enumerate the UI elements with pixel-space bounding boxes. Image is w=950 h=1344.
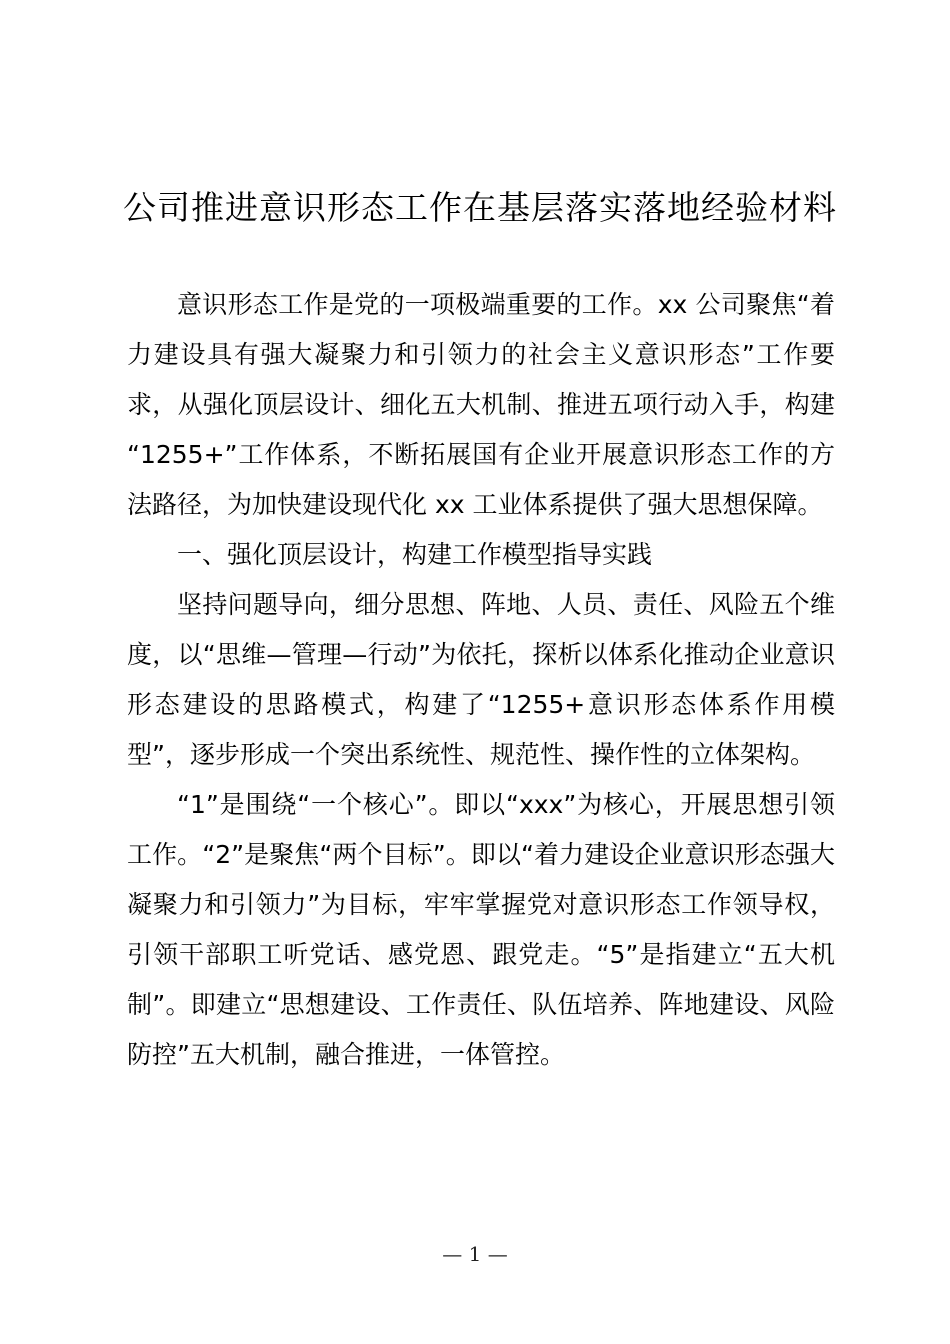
body-paragraph: 坚持问题导向，细分思想、阵地、人员、责任、风险五个维度，以“思维—管理—行动”为依托，探析以体系化推动企业意识形态建设的思路模式，构建了“1255+意识形态体系作用模型”，逐步形成一个突出系统性、规范性、操作性的立体架构。	[127, 590, 835, 769]
document-title: 公司推进意识形态工作在基层落实落地经验材料	[123, 188, 837, 227]
section-heading: 一、强化顶层设计，构建工作模型指导实践	[177, 540, 653, 569]
page-number: — 1 —	[442, 1242, 508, 1266]
document-body	[127, 280, 835, 1080]
intro-paragraph: 意识形态工作是党的一项极端重要的工作。xx 公司聚焦“着力建设具有强大凝聚力和引领力的社会主义意识形态”工作要求，从强化顶层设计、细化五大机制、推进五项行动入手，构建 “1255+”工作体系，不断拓展国有企业开展意识形态工作的方法路径，为加快建设现代化 xx 工业体系提供了强大思想保障。	[127, 290, 835, 519]
body-paragraph: “1”是围绕“一个核心”。即以“xxx”为核心，开展思想引领工作。“2”是聚焦“两个目标”。即以“着力建设企业意识形态强大凝聚力和引领力”为目标，牢牢掌握党对意识形态工作领导权，引领干部职工听党话、感党恩、跟党走。“5”是指建立“五大机制”。即建立“思想建设、工作责任、队伍培养、阵地建设、风险防控”五大机制，融合推进，一体管控。	[127, 790, 835, 1069]
